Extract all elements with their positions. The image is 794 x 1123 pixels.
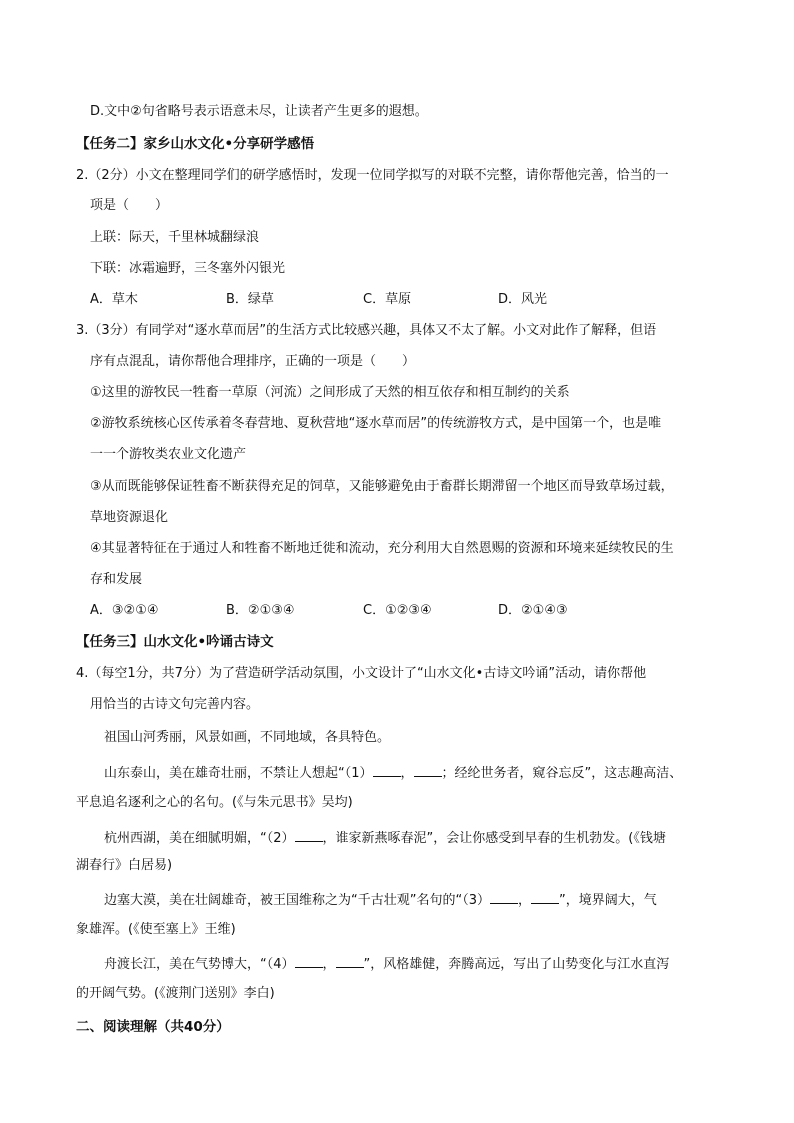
q3-stem-line1: 3.（3分）有同学对“逐水草而居”的生活方式比较感兴趣，具体又不太了解。小文对此作了解释，但语 (76, 323, 657, 338)
q4-para4-text-a: 舟渡长江，美在气势博大，“（4） (104, 957, 295, 972)
q4-para4-sep: ， (322, 957, 336, 972)
q2-lower-couplet: 下联：冰霜遍野，三冬塞外闪银光 (90, 261, 286, 276)
q4-para1-line2: 平息追名逐利之心的名句。(《与朱元思书》吴均) (76, 795, 353, 810)
q3-option-a: A．③②①④ (90, 603, 159, 618)
q2-option-c: C．草原 (363, 292, 412, 307)
task3-heading: 【任务三】山水文化•吟诵古诗文 (76, 634, 274, 650)
q4-para1-line1 (104, 762, 682, 784)
q2-option-b: B．绿草 (226, 292, 274, 307)
q2-stem-line1: 2.（2分）小文在整理同学们的研学感悟时，发现一位同学拟写的对联不完整，请你帮他完善，恰当的一 (76, 168, 669, 183)
q4-para3-text-b: ”，境界阔大，气 (559, 893, 657, 908)
q2-option-d: D．风光 (498, 292, 548, 307)
q1-option-d: D.文中②句省略号表示语意未尽，让读者产生更多的遐想。 (90, 104, 428, 119)
q3-sentence-4-line2: 存和发展 (90, 572, 143, 587)
q4-para3-sep: ， (517, 893, 531, 908)
q4-para2-text-b: ，谁家新燕啄春泥”，会让你感受到早春的生机勃发。(《钱塘 (322, 831, 666, 846)
q2-upper-couplet: 上联：际天，千里林城翻绿浪 (90, 230, 260, 245)
q3-sentence-1: ①这里的游牧民一牲畜一草原（河流）之间形成了天然的相互依存和相互制约的关系 (90, 385, 570, 400)
q3-stem-line2: 序有点混乱，请你帮他合理排序，正确的一项是（ ） (90, 354, 416, 369)
q3-option-c: C．①②③④ (363, 603, 432, 618)
q4-para1-text-a: 山东泰山，美在雄奇壮丽，不禁让人想起“（1） (104, 766, 373, 781)
q4-para2-line1 (104, 827, 666, 849)
q4-para4-text-b: ”，风格雄健，奔腾高远，写出了山势变化与江水直泻 (363, 957, 670, 972)
q3-sentence-2-line1: ②游牧系统核心区传承着冬春营地、夏秋营地“逐水草而居”的传统游牧方式，是中国第一个，也是唯 (90, 416, 662, 431)
q3-option-b: B．②①③④ (226, 603, 295, 618)
q4-blank-3a[interactable] (490, 889, 518, 904)
q4-para3-line2: 象雄浑。(《使至塞上》王维) (76, 922, 236, 937)
q4-blank-1b[interactable] (414, 762, 442, 777)
q4-stem-line2: 用恰当的古诗文句完善内容。 (90, 697, 260, 712)
task2-heading: 【任务二】家乡山水文化•分享研学感悟 (76, 136, 315, 152)
q4-blank-1a[interactable] (373, 762, 401, 777)
q4-para1-text-b: ；经纶世务者，窥谷忘反”，这志趣高洁、 (441, 766, 683, 781)
q4-stem-line1: 4.（每空1分，共7分）为了营造研学活动氛围，小文设计了“山水文化•古诗文吟诵”活动，请你帮他 (76, 666, 647, 681)
q4-para3-text-a: 边塞大漠，美在壮阔雄奇，被王国维称之为“千古壮观”名句的“（3） (104, 893, 490, 908)
q4-blank-4a[interactable] (295, 953, 323, 968)
q3-sentence-3-line1: ③从而既能够保证牲畜不断获得充足的饲草，又能够避免由于畜群长期滞留一个地区而导致草场过载， (90, 479, 674, 494)
q2-stem-line2: 项是（ ） (90, 198, 169, 213)
q4-para2-line2: 湖春行》白居易) (76, 858, 173, 873)
q4-para4-line1 (104, 953, 669, 975)
q4-intro: 祖国山河秀丽，风景如画，不同地域，各具特色。 (104, 730, 391, 745)
q4-blank-4b[interactable] (336, 953, 364, 968)
q4-para1-sep: ， (400, 766, 414, 781)
q4-para2-text-a: 杭州西湖，美在细腻明媚，“（2） (104, 831, 295, 846)
q4-blank-2[interactable] (295, 827, 323, 842)
q4-blank-3b[interactable] (531, 889, 559, 904)
q3-sentence-2-line2: 一一个游牧类农业文化遗产 (90, 447, 247, 462)
q3-sentence-4-line1: ④其显著特征在于通过人和牲畜不断地迁徙和流动，充分利用大自然恩赐的资源和环境来延续牧民的生 (90, 541, 674, 556)
section2-heading: 二、阅读理解（共40分） (76, 1019, 230, 1035)
q3-option-d: D．②①④③ (498, 603, 568, 618)
q4-para3-line1 (104, 889, 657, 911)
q2-option-a: A．草木 (90, 292, 138, 307)
q4-para4-line2: 的开阔气势。(《渡荆门送别》李白) (76, 986, 275, 1001)
q3-sentence-3-line2: 草地资源退化 (90, 510, 169, 525)
